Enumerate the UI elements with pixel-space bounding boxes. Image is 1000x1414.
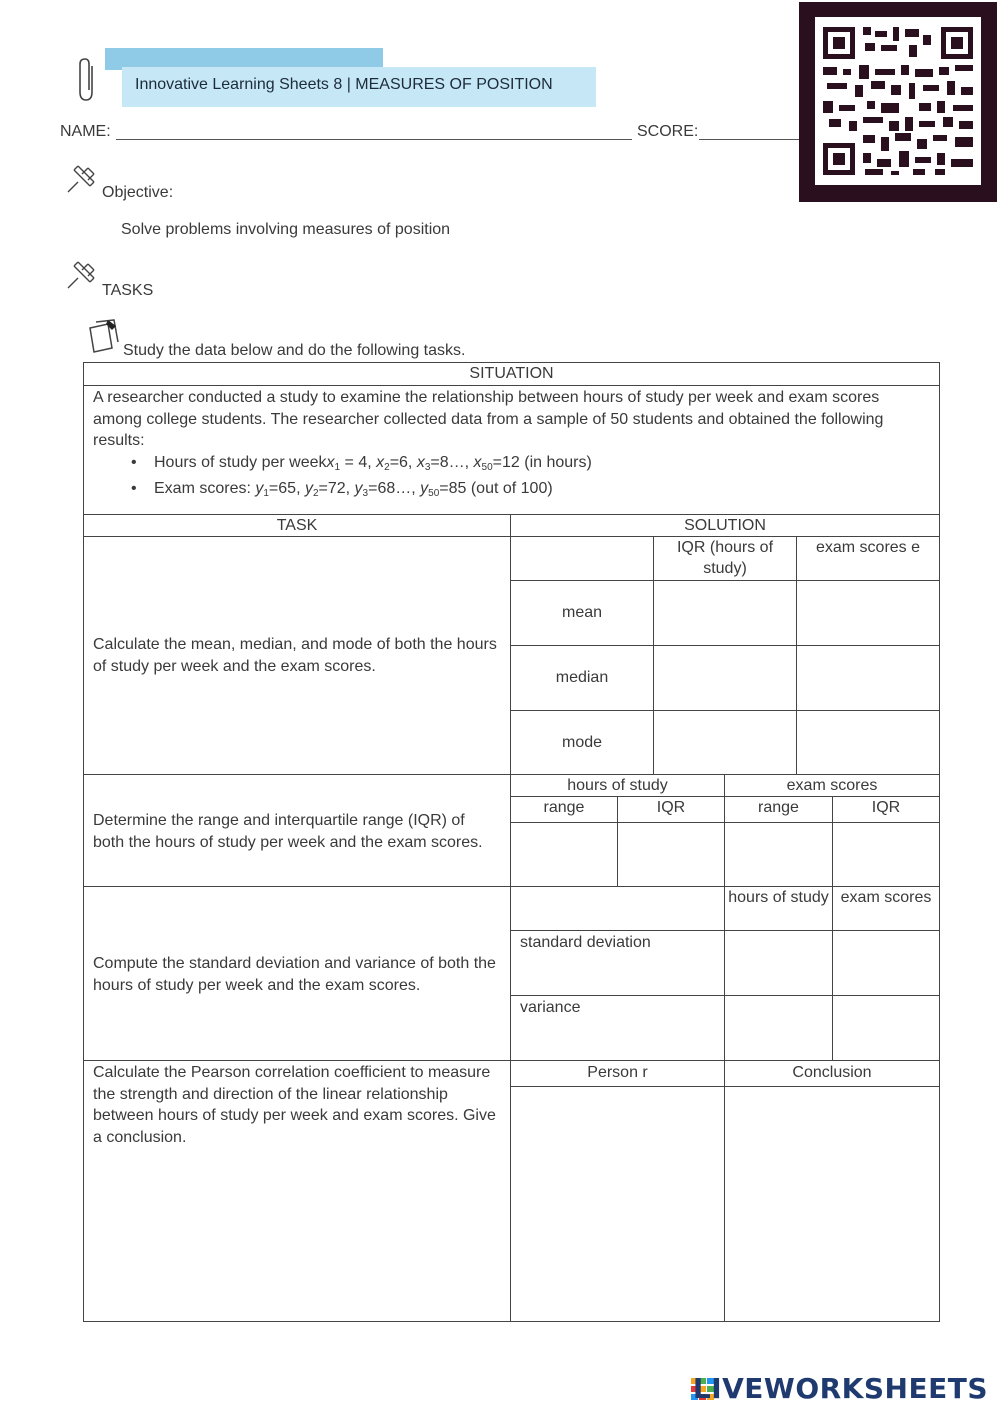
name-label: NAME:	[60, 123, 111, 140]
subscript: 1	[334, 461, 341, 473]
exam-iqr-header: IQR	[832, 796, 940, 823]
group-hours: hours of study	[510, 774, 725, 797]
var-exam-input[interactable]	[832, 995, 940, 1061]
group-exam: exam scores	[724, 774, 940, 797]
hours-range-header: range	[510, 796, 618, 823]
subscript: 1	[263, 488, 269, 499]
var-y: y	[255, 480, 264, 497]
task-header: TASK	[83, 514, 511, 537]
task1-corner	[510, 536, 654, 581]
task1-cell	[83, 536, 511, 775]
exam-iqr-input[interactable]	[832, 822, 940, 887]
bullet-dot: •	[131, 480, 137, 497]
objective-text: Solve problems involving measures of position	[121, 221, 451, 238]
row-mode: mode	[510, 710, 654, 775]
col-conclusion: Conclusion	[724, 1060, 940, 1087]
situation-box	[83, 385, 940, 515]
task3-text: Compute the standard deviation and variance of both the hours of study per week and the exam scores.	[93, 955, 496, 994]
instruction-text: Study the data below and do the following tasks.	[123, 342, 466, 359]
var-x: x	[416, 453, 425, 471]
value: =72,	[318, 480, 355, 497]
task4-cell	[83, 1060, 511, 1322]
sd-exam-input[interactable]	[832, 930, 940, 996]
task3-col-exam: exam scores	[832, 886, 940, 931]
row-median: median	[510, 645, 654, 711]
value: =8…,	[430, 453, 474, 471]
score-label: SCORE:	[637, 123, 699, 140]
var-x: x	[376, 453, 385, 471]
task1-col-exam: exam scores e	[796, 536, 940, 581]
task1-text: Calculate the mean, median, and mode of both the hours of study per week and the exam scores.	[93, 636, 497, 675]
paperclip-icon	[74, 56, 100, 104]
liveworksheets-brand: LIVEWORKSHEETS	[692, 1372, 988, 1405]
pearson-r-input[interactable]	[510, 1086, 725, 1322]
hours-range-input[interactable]	[510, 822, 618, 887]
pushpin-icon	[64, 258, 100, 297]
situation-body: A researcher conducted a study to examine the relationship between hours of study per week and exam scores among college students. The researcher collected data from a sample of 50 students and obtained the following results:	[93, 389, 884, 449]
value: =68…,	[368, 480, 421, 497]
pushpin-icon	[64, 162, 100, 201]
mode-hours-input[interactable]	[653, 710, 797, 775]
var-y: y	[304, 480, 313, 497]
situation-title: SITUATION	[83, 362, 940, 386]
exam-range-input[interactable]	[724, 822, 833, 887]
row-mean: mean	[510, 580, 654, 646]
page-title: Innovative Learning Sheets 8 | MEASURES OF POSITION	[135, 76, 553, 93]
var-hours-input[interactable]	[724, 995, 833, 1061]
bullet-exam	[93, 478, 930, 505]
var-y: y	[420, 480, 429, 497]
var-x: x	[473, 453, 482, 471]
row-sd: standard deviation	[510, 930, 725, 996]
var-x: x	[326, 453, 335, 471]
task4-text: Calculate the Pearson correlation coefficient to measure the strength and direction of the linear relationship between hours of study per week and exam scores. Give a conclusion.	[93, 1064, 496, 1146]
col-pearson-r: Person r	[510, 1060, 725, 1087]
subscript: 50	[428, 488, 440, 499]
sd-hours-input[interactable]	[724, 930, 833, 996]
bullet-hours-prefix: Hours of study per week	[154, 453, 327, 471]
value: =12 (in hours)	[492, 453, 592, 471]
hours-iqr-header: IQR	[617, 796, 725, 823]
mean-exam-input[interactable]	[796, 580, 940, 646]
solution-header: SOLUTION	[510, 514, 940, 537]
exam-range-header: range	[724, 796, 833, 823]
subscript: 3	[424, 461, 431, 473]
subscript: 50	[481, 461, 493, 473]
task2-cell	[83, 774, 511, 887]
objective-label: Objective:	[102, 184, 174, 201]
score-field[interactable]	[699, 139, 799, 140]
value: = 4,	[340, 453, 377, 471]
task2-text: Determine the range and interquartile range (IQR) of both the hours of study per week and the exam scores.	[93, 812, 483, 851]
task3-cell	[83, 886, 511, 1061]
value: =65,	[268, 480, 305, 497]
name-field[interactable]	[116, 139, 632, 140]
bullet-hours	[93, 452, 930, 479]
bullet-dot: •	[131, 453, 137, 471]
value: =85 (out of 100)	[439, 480, 553, 497]
tasks-label: TASKS	[102, 282, 154, 299]
median-hours-input[interactable]	[653, 645, 797, 711]
bullet-exam-prefix: Exam scores:	[154, 480, 256, 497]
var-y: y	[354, 480, 363, 497]
row-variance: variance	[510, 995, 725, 1061]
mean-hours-input[interactable]	[653, 580, 797, 646]
task3-corner	[510, 886, 725, 931]
conclusion-input[interactable]	[724, 1086, 940, 1322]
median-exam-input[interactable]	[796, 645, 940, 711]
subscript: 2	[384, 461, 390, 473]
subscript: 3	[362, 488, 369, 499]
mode-exam-input[interactable]	[796, 710, 940, 775]
hours-iqr-input[interactable]	[617, 822, 725, 887]
value: =6,	[389, 453, 417, 471]
qr-code-inner	[815, 17, 981, 185]
task1-col-iqr: IQR (hours of study)	[653, 536, 797, 581]
task3-col-hours: hours of study	[724, 886, 833, 931]
notes-icon	[86, 318, 122, 359]
subscript: 2	[312, 488, 319, 499]
